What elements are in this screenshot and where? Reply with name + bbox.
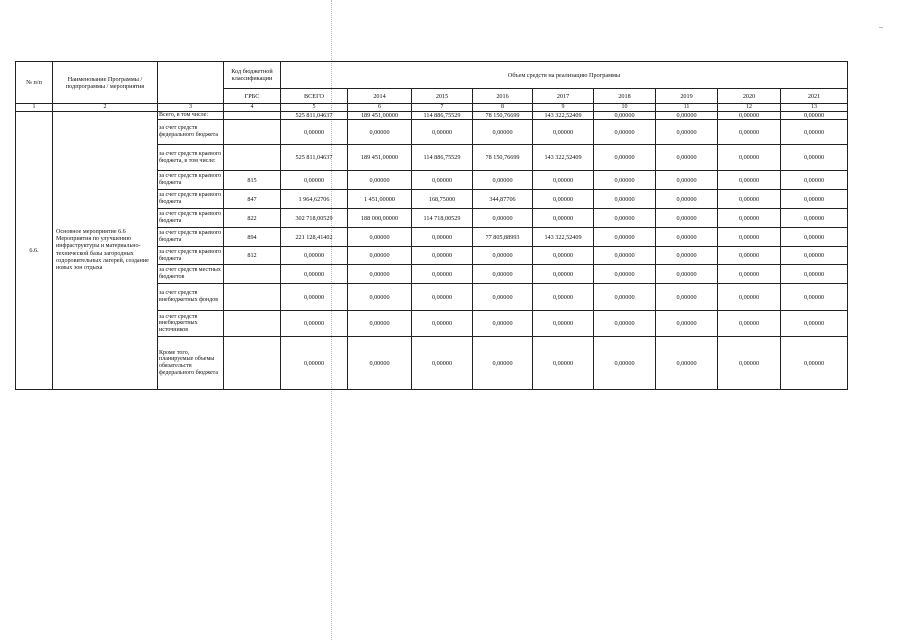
year-value: 0,00000 [656, 337, 718, 390]
year-value: 0,00000 [412, 228, 473, 247]
column-number: 6 [348, 104, 412, 112]
column-number: 1 [16, 104, 53, 112]
budget-table [15, 61, 848, 390]
year-value: 0,00000 [533, 120, 594, 145]
year-value: 0,00000 [781, 265, 848, 284]
table-row [16, 112, 848, 120]
header-year: 2020 [718, 89, 781, 104]
year-value: 0,00000 [656, 228, 718, 247]
year-value: 0,00000 [348, 247, 412, 265]
year-value: 0,00000 [348, 120, 412, 145]
column-number-row [16, 104, 848, 112]
year-value: 0,00000 [781, 209, 848, 228]
year-value: 0,00000 [656, 120, 718, 145]
year-value: 0,00000 [412, 171, 473, 190]
year-value: 0,00000 [594, 337, 656, 390]
year-value: 143 322,52409 [533, 112, 594, 120]
year-value: 0,00000 [781, 247, 848, 265]
year-value: 0,00000 [594, 112, 656, 120]
year-value: 0,00000 [718, 171, 781, 190]
grbs-code: 812 [224, 247, 281, 265]
year-value: 344,87706 [473, 190, 533, 209]
column-number: 3 [158, 104, 224, 112]
year-value: 189 451,00000 [348, 112, 412, 120]
funding-source: за счет средств краевого бюджета [158, 247, 224, 265]
year-value: 0,00000 [412, 337, 473, 390]
year-value: 0,00000 [412, 247, 473, 265]
column-number: 13 [781, 104, 848, 112]
header-year: 2019 [656, 89, 718, 104]
year-value: 0,00000 [594, 247, 656, 265]
year-value: 0,00000 [473, 247, 533, 265]
grbs-code [224, 337, 281, 390]
grbs-code [224, 284, 281, 311]
year-value: 0,00000 [533, 311, 594, 337]
year-value: 168,75000 [412, 190, 473, 209]
grbs-code: 815 [224, 171, 281, 190]
funding-source: за счет средств внебюджетных источников [158, 311, 224, 337]
year-value: 78 150,76699 [473, 112, 533, 120]
year-value: 0,00000 [656, 265, 718, 284]
year-value: 0,00000 [594, 228, 656, 247]
header-year: 2018 [594, 89, 656, 104]
total-value: 525 811,04637 [281, 112, 348, 120]
total-value: 0,00000 [281, 171, 348, 190]
year-value: 114 718,00529 [412, 209, 473, 228]
year-value: 0,00000 [594, 284, 656, 311]
year-value: 0,00000 [656, 247, 718, 265]
year-value: 1 451,00000 [348, 190, 412, 209]
item-number: 6.6. [16, 112, 53, 390]
year-value: 0,00000 [533, 337, 594, 390]
year-value: 0,00000 [781, 171, 848, 190]
total-value: 0,00000 [281, 120, 348, 145]
year-value: 0,00000 [348, 171, 412, 190]
funding-source: за счет средств краевого бюджета [158, 209, 224, 228]
year-value: 0,00000 [656, 145, 718, 171]
header-year: 2016 [473, 89, 533, 104]
grbs-code: 894 [224, 228, 281, 247]
year-value: 0,00000 [348, 337, 412, 390]
grbs-code [224, 145, 281, 171]
year-value: 189 451,00000 [348, 145, 412, 171]
funding-source: за счет средств федерального бюджета [158, 120, 224, 145]
year-value: 0,00000 [781, 284, 848, 311]
column-number: 5 [281, 104, 348, 112]
header-year: 2021 [781, 89, 848, 104]
header-num: № п/п [16, 62, 53, 104]
header-year: 2015 [412, 89, 473, 104]
funding-source: за счет средств внебюджетных фондов [158, 284, 224, 311]
year-value: 0,00000 [348, 311, 412, 337]
year-value: 0,00000 [412, 120, 473, 145]
year-value: 0,00000 [533, 284, 594, 311]
year-value: 78 150,76699 [473, 145, 533, 171]
total-value: 302 718,00529 [281, 209, 348, 228]
total-value: 0,00000 [281, 284, 348, 311]
year-value: 0,00000 [473, 265, 533, 284]
funding-source: за счет средств краевого бюджета [158, 228, 224, 247]
grbs-code [224, 120, 281, 145]
total-value: 0,00000 [281, 311, 348, 337]
column-number: 11 [656, 104, 718, 112]
year-value: 0,00000 [718, 228, 781, 247]
year-value: 0,00000 [348, 228, 412, 247]
year-value: 0,00000 [718, 311, 781, 337]
year-value: 143 322,52409 [533, 145, 594, 171]
year-value: 0,00000 [656, 209, 718, 228]
year-value: 0,00000 [781, 112, 848, 120]
total-value: 0,00000 [281, 265, 348, 284]
year-value: 0,00000 [656, 311, 718, 337]
year-value: 0,00000 [781, 120, 848, 145]
year-value: 114 886,75529 [412, 112, 473, 120]
year-value: 0,00000 [473, 284, 533, 311]
year-value: 0,00000 [656, 190, 718, 209]
header-year: 2017 [533, 89, 594, 104]
year-value: 0,00000 [473, 120, 533, 145]
grbs-code: 847 [224, 190, 281, 209]
column-number: 7 [412, 104, 473, 112]
year-value: 0,00000 [718, 337, 781, 390]
year-value: 0,00000 [594, 311, 656, 337]
year-value: 0,00000 [594, 209, 656, 228]
grbs-code [224, 112, 281, 120]
funding-source: за счет средств краевого бюджета [158, 190, 224, 209]
year-value: 0,00000 [533, 247, 594, 265]
column-number: 4 [224, 104, 281, 112]
header-year: 2014 [348, 89, 412, 104]
header-row-top [16, 62, 848, 89]
year-value: 0,00000 [412, 311, 473, 337]
header-name: Наименование Программы / подпрограммы / мероприятия [53, 62, 158, 104]
total-value: 1 964,62706 [281, 190, 348, 209]
year-value: 0,00000 [594, 265, 656, 284]
year-value: 0,00000 [533, 209, 594, 228]
year-value: 0,00000 [781, 337, 848, 390]
year-value: 0,00000 [781, 190, 848, 209]
header-volume: Объем средств на реализацию Программы [281, 62, 848, 89]
year-value: 0,00000 [594, 171, 656, 190]
year-value: 0,00000 [348, 284, 412, 311]
year-value: 0,00000 [473, 311, 533, 337]
funding-source: за счет средств краевого бюджета [158, 171, 224, 190]
year-value: 0,00000 [594, 120, 656, 145]
year-value: 0,00000 [412, 284, 473, 311]
year-value: 0,00000 [473, 171, 533, 190]
year-value: 0,00000 [533, 190, 594, 209]
year-value: 0,00000 [718, 145, 781, 171]
year-value: 0,00000 [718, 190, 781, 209]
year-value: 0,00000 [473, 337, 533, 390]
column-number: 10 [594, 104, 656, 112]
year-value: 0,00000 [473, 209, 533, 228]
year-value: 0,00000 [718, 112, 781, 120]
scan-mark [879, 27, 883, 28]
year-value: 0,00000 [412, 265, 473, 284]
year-value: 0,00000 [781, 228, 848, 247]
total-value: 525 811,04637 [281, 145, 348, 171]
column-number: 9 [533, 104, 594, 112]
year-value: 0,00000 [718, 265, 781, 284]
header-grbs: ГРБС [224, 89, 281, 104]
year-value: 0,00000 [533, 171, 594, 190]
header-total: ВСЕГО [281, 89, 348, 104]
header-kbk: Код бюджетной классификации [224, 62, 281, 89]
funding-source: за счет средств краевого бюджета, в том числе: [158, 145, 224, 171]
item-name: Основное мероприятие 6.6 Мероприятия по улучшению инфраструктуры и материально-технической базы загородных оздоровительных лагерей, создание новых зон отдыха [53, 112, 158, 390]
total-value: 221 128,41402 [281, 228, 348, 247]
total-value: 0,00000 [281, 337, 348, 390]
year-value: 0,00000 [594, 190, 656, 209]
grbs-code: 822 [224, 209, 281, 228]
column-number: 2 [53, 104, 158, 112]
grbs-code [224, 311, 281, 337]
year-value: 143 322,52409 [533, 228, 594, 247]
funding-source: за счет средств местных бюджетов [158, 265, 224, 284]
year-value: 0,00000 [533, 265, 594, 284]
funding-source: Всего, в том числе: [158, 112, 224, 120]
year-value: 0,00000 [656, 171, 718, 190]
year-value: 0,00000 [656, 112, 718, 120]
year-value: 0,00000 [594, 145, 656, 171]
year-value: 77 805,88993 [473, 228, 533, 247]
year-value: 0,00000 [656, 284, 718, 311]
year-value: 0,00000 [781, 145, 848, 171]
funding-source: Кроме того, планируемые объемы обязательств федерального бюджета [158, 337, 224, 390]
grbs-code [224, 265, 281, 284]
year-value: 114 886,75529 [412, 145, 473, 171]
year-value: 0,00000 [348, 265, 412, 284]
column-number: 12 [718, 104, 781, 112]
total-value: 0,00000 [281, 247, 348, 265]
year-value: 0,00000 [718, 209, 781, 228]
year-value: 0,00000 [718, 247, 781, 265]
year-value: 0,00000 [718, 120, 781, 145]
year-value: 188 000,00000 [348, 209, 412, 228]
column-number: 8 [473, 104, 533, 112]
year-value: 0,00000 [781, 311, 848, 337]
year-value: 0,00000 [718, 284, 781, 311]
header-blank [158, 62, 224, 104]
